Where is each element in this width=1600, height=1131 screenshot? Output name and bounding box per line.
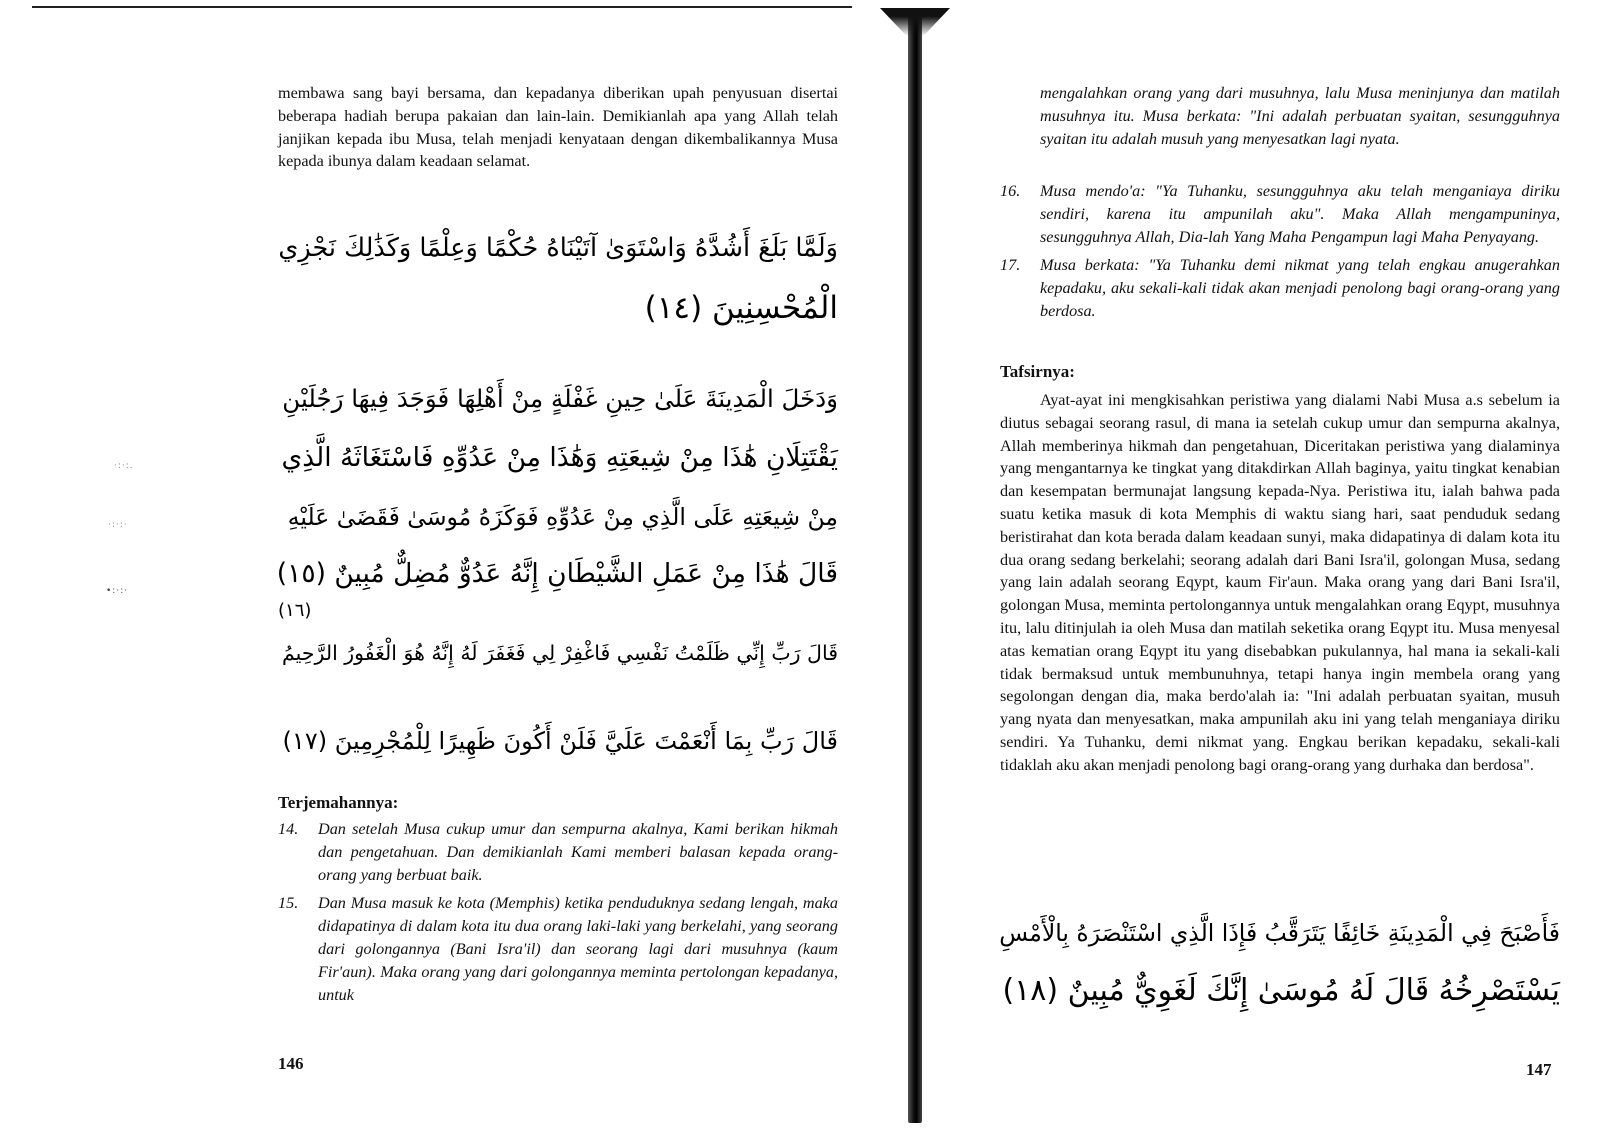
translation-item <box>278 892 838 1006</box>
book-spine <box>880 0 950 1131</box>
scan-speck: ·:·:· <box>108 520 128 530</box>
translation-text: Musa berkata: "Ya Tuhanku demi nikmat yang telah engkau anugerahkan kepadaku, aku sekali-kali tidak akan menjadi penolong bagi orang-orang yang berdosa. <box>1040 256 1560 320</box>
verse-15-line-4: قَالَ هَٰذَا مِنْ عَمَلِ الشَّيْطَانِ إِنَّهُ عَدُوٌّ مُضِلٌّ مُبِينٌ (١٥) <box>276 558 838 589</box>
translation-text: Musa mendo'a: "Ya Tuhanku, sesungguhnya aku telah menganiaya diriku sendiri, karena itu ampunilah aku". Maka Allah mengampuninya, sesungguhnya Allah, Dia-lah Yang Maha Pengampun lagi Maha Penyayang. <box>1040 182 1560 246</box>
translation-list <box>278 818 838 1012</box>
translation-text: Dan Musa masuk ke kota (Memphis) ketika penduduknya sedang lengah, maka didapatinya di dalam kota itu dua orang laki-laki yang berkelahi, yang seorang dari golongannya (Bani Isra'il) dan seorang lagi dari musuhnya (kaum Fir'aun). Maka orang yang dari golongannya meminta pertolongan kepadanya, untuk <box>318 894 838 1004</box>
translation-number: 14. <box>278 820 299 838</box>
translation-item <box>1000 254 1560 322</box>
scan-speck: ·:·:. <box>114 461 134 471</box>
scan-speck: •:·:· <box>106 586 129 596</box>
verse-16-number: (١٦) <box>278 600 312 621</box>
page-number-left: 146 <box>278 1054 304 1073</box>
verse-14-line-2: الْمُحْسِنِينَ (١٤) <box>644 290 838 326</box>
tafsir-paragraph: Ayat-ayat ini mengkisahkan peristiwa yang dialami Nabi Musa a.s sebelum ia diutus sebagai seorang rasul, di mana ia setelah cukup umur dan sempurna akalnya, Allah memberinya hikmah dan pengetahuan, Diceritakan peristiwa yang dialaminya yang mengantarnya ke tingkat yang ditakdirkan Allah baginya, yaitu tingkat kenabian dan kesempatan bermunajat langsung kepada-Nya. Peristiwa itu, ialah bahwa pada suatu ketika masuk di kota Memphis di waktu siang hari, saat penduduk sedang beristirahat dan kota berada dalam keadaan sunyi, maka didapatinya di dalam kota itu dua orang sedang berkelahi; seorang adalah dari Bani Isra'il, golongan Musa, sedang yang lain adalah seorang Eqypt, kaum Fir'aun. Maka orang yang dari Bani Isra'il, golongan Musa, meminta pertolongannya untuk mengalahkan orang Eqypt, musuhnya itu, lalu ditinjulah ia oleh Musa dan matilah seketika orang Eqypt itu. Musa menyesal atas kematian orang Eqypt itu yang disebabkan pukulannya, hal mana ia sekali-kali tidak bermaksud untuk membunuhnya, tetapi hanya ingin membela orang yang segolongan dengan dia, maka berdo'alah ia: "Ini adalah perbuatan syaitan, musuh yang nyata dan menyesatkan, maka ampunilah aku ini yang telah menganiaya diriku sendiri. Ya Tuhanku, demi nikmat yang. Engkau berikan kepadaku, sekali-kali tidaklah aku akan menjadi penolong bagi orang-orang yang durhaka dan berdosa". <box>1000 391 1560 774</box>
translation-heading: Terjemahannya: <box>278 793 399 812</box>
verse-17-line-1: قَالَ رَبِّ بِمَا أَنْعَمْتَ عَلَيَّ فَلَنْ أَكُونَ ظَهِيرًا لِلْمُجْرِمِينَ (١٧) <box>282 727 838 755</box>
translation-number: 16. <box>1000 182 1021 200</box>
translation-number: 15. <box>278 894 299 913</box>
verse-18-line-1: فَأَصْبَحَ فِي الْمَدِينَةِ خَائِفًا يَتَرَقَّبُ فَإِذَا الَّذِي اسْتَنْصَرَهُ بِالْأَمْسِ <box>999 919 1560 947</box>
verse-15-line-2: يَقْتَتِلَانِ هَٰذَا مِنْ شِيعَتِهِ وَهَٰذَا مِنْ عَدُوِّهِ فَاسْتَغَاثَهُ الَّذِي <box>281 442 838 473</box>
translation-item <box>1000 180 1560 248</box>
page-top-rule <box>32 6 852 8</box>
verse-16-line-1: قَالَ رَبِّ إِنِّي ظَلَمْتُ نَفْسِي فَاغْفِرْ لِي فَغَفَرَ لَهُ إِنَّهُ هُوَ الْغَفُورُ الرَّحِيمُ <box>282 641 838 665</box>
verse-15-line-3: مِنْ شِيعَتِهِ عَلَى الَّذِي مِنْ عَدُوِّهِ فَوَكَزَهُ مُوسَىٰ فَقَضَىٰ عَلَيْهِ <box>287 503 838 531</box>
translation-number: 17. <box>1000 256 1021 275</box>
translation-text: Dan setelah Musa cukup umur dan sempurna akalnya, Kami berikan hikmah dan pengetahuan. Dan demikianlah Kami memberi balasan kepada orang-orang yang berbuat baik. <box>318 820 838 884</box>
translation-list-right <box>1000 180 1560 329</box>
verse-15-line-1: وَدَخَلَ الْمَدِينَةَ عَلَىٰ حِينِ غَفْلَةٍ مِنْ أَهْلِهَا فَوَجَدَ فِيهَا رَجُلَيْنِ <box>282 384 838 413</box>
verse-18-line-2: يَسْتَصْرِخُهُ قَالَ لَهُ مُوسَىٰ إِنَّكَ لَغَوِيٌّ مُبِينٌ (١٨) <box>1002 973 1560 1008</box>
page-number-right: 147 <box>1526 1060 1552 1079</box>
translation-item <box>278 818 838 886</box>
continued-translation: mengalahkan orang yang dari musuhnya, lalu Musa meninjunya dan matilah musuhnya itu. Musa berkata: "Ini adalah perbuatan syaitan, sesungguhnya syaitan itu adalah musuh yang menyesatkan lagi nyata. <box>1040 84 1560 148</box>
tafsir-heading: Tafsirnya: <box>1000 362 1075 381</box>
opening-paragraph: membawa sang bayi bersama, dan kepadanya diberikan upah penyusuan disertai beberapa hadiah berupa pakaian dan lain-lain. Demikianlah apa yang Allah telah janjikan kepada ibu Musa, telah menjadi kenyataan dengan dikembalikannya Musa kepada ibunya dalam keadaan selamat. <box>278 84 838 171</box>
verse-14-line-1: وَلَمَّا بَلَغَ أَشُدَّهُ وَاسْتَوَىٰ آتَيْنَاهُ حُكْمًا وَعِلْمًا وَكَذَٰلِكَ نَجْزِي <box>278 233 838 263</box>
